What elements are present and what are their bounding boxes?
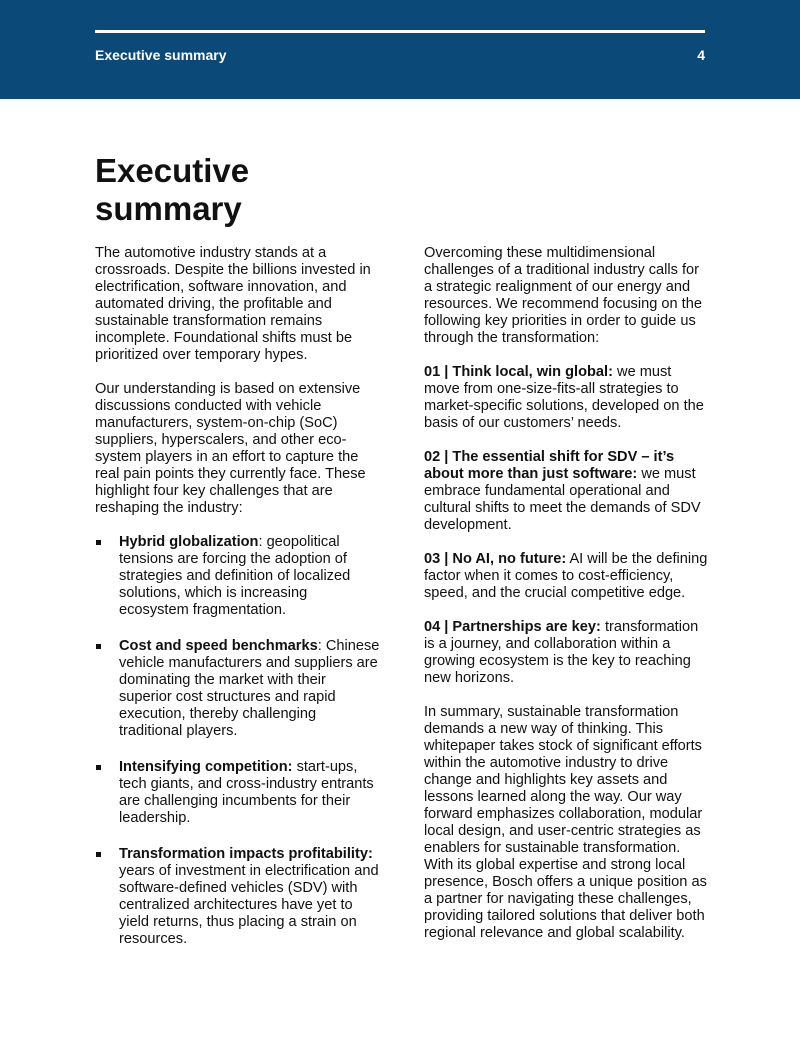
bullet-square-icon xyxy=(96,765,101,770)
priority-item xyxy=(424,551,710,602)
bullet-square-icon xyxy=(96,644,101,649)
challenge-item xyxy=(95,638,380,740)
understanding-paragraph: Our understanding is based on extensive discussions conducted with vehicle manufacturers, system-on-chip (SoC) suppliers, hyperscalers, and other eco-system players in an effort to capture the real pain points they currently face. These highlight four key challenges that are reshaping the industry: xyxy=(95,381,366,516)
priority-text: transformation is a journey, and collaboration within a growing ecosystem is the key to reaching new horizons. xyxy=(424,619,699,686)
priority-item xyxy=(424,364,710,432)
challenge-heading: Cost and speed benchmarks xyxy=(119,638,318,654)
priority-item xyxy=(424,619,710,687)
challenge-heading: Transformation impacts profitability: xyxy=(119,846,373,862)
challenge-text: Chinese vehicle manufacturers and suppliers are dominating the market with their superior cost structures and rapid execution, thereby challenging traditional players. xyxy=(119,638,380,739)
challenge-item xyxy=(95,759,380,827)
challenge-item xyxy=(95,534,380,619)
header-band xyxy=(0,0,800,99)
challenge-text: years of investment in electrification and software-defined vehicles (SDV) with centralized architectures have yet to yield returns, thus placing a strain on resources. xyxy=(119,863,379,947)
page-title: Executive summary xyxy=(95,152,250,227)
priority-text: we must move from one-size-fits-all strategies to market-specific solutions, developed on the basis of our customers’ needs. xyxy=(424,364,704,431)
left-column xyxy=(95,245,380,967)
bullet-square-icon xyxy=(96,852,101,857)
priority-item xyxy=(424,449,710,534)
challenges-list xyxy=(95,534,380,948)
priority-heading: 01 | Think local, win global: xyxy=(424,364,613,380)
summary-paragraph: In summary, sustainable transformation demands a new way of thinking. This whitepaper takes stock of significant efforts within the automotive industry to drive change and highlights key assets and lessons learned along the way. Our way forward emphasizes collaboration, modular local design, and user-centric strategies as enablers for sustainable transformation. With its global expertise and strong local presence, Bosch offers a unique position as a partner for navigating these challenges, providing tailored solutions that deliver both regional relevance and global scalability. xyxy=(424,704,707,941)
priority-heading: 04 | Partnerships are key: xyxy=(424,619,601,635)
challenge-heading: Hybrid globalization xyxy=(119,534,259,550)
priority-heading: 02 | The essential shift for SDV – it’s about more than just software: xyxy=(424,449,675,482)
header-section-title: Executive summary xyxy=(95,47,227,63)
bullet-square-icon xyxy=(96,540,101,545)
challenge-text: geopolitical tensions are forcing the adoption of strategies and definition of localized solutions, which is increasing ecosystem fragmentation. xyxy=(119,534,351,618)
priority-text: AI will be the defining factor when it comes to cost-efficiency, speed, and the crucial competitive edge. xyxy=(424,551,708,601)
header-rule xyxy=(95,30,705,33)
challenge-text: start-ups, tech giants, and cross-industry entrants are challenging incumbents for their leadership. xyxy=(119,759,374,826)
challenge-heading: Intensifying competition: xyxy=(119,759,293,775)
right-column xyxy=(424,245,710,959)
intro-paragraph: The automotive industry stands at a crossroads. Despite the billions invested in electrification, software innovation, and automated driving, the profitable and sustainable transformation remains incomplete. Foundational shifts must be prioritized over temporary hypes. xyxy=(95,245,371,363)
challenge-separator: : xyxy=(258,534,267,550)
recommendation-intro: Overcoming these multidimensional challenges of a traditional industry calls for a strategic realignment of our energy and resources. We recommend focusing on the following key priorities in order to guide us through the transformation: xyxy=(424,245,702,346)
priority-heading: 03 | No AI, no future: xyxy=(424,551,567,567)
priority-text: we must embrace fundamental operational and cultural shifts to meet the demands of SDV development. xyxy=(424,466,701,533)
challenge-separator: : xyxy=(317,638,326,654)
challenge-item xyxy=(95,846,380,948)
page-number: 4 xyxy=(697,47,705,63)
